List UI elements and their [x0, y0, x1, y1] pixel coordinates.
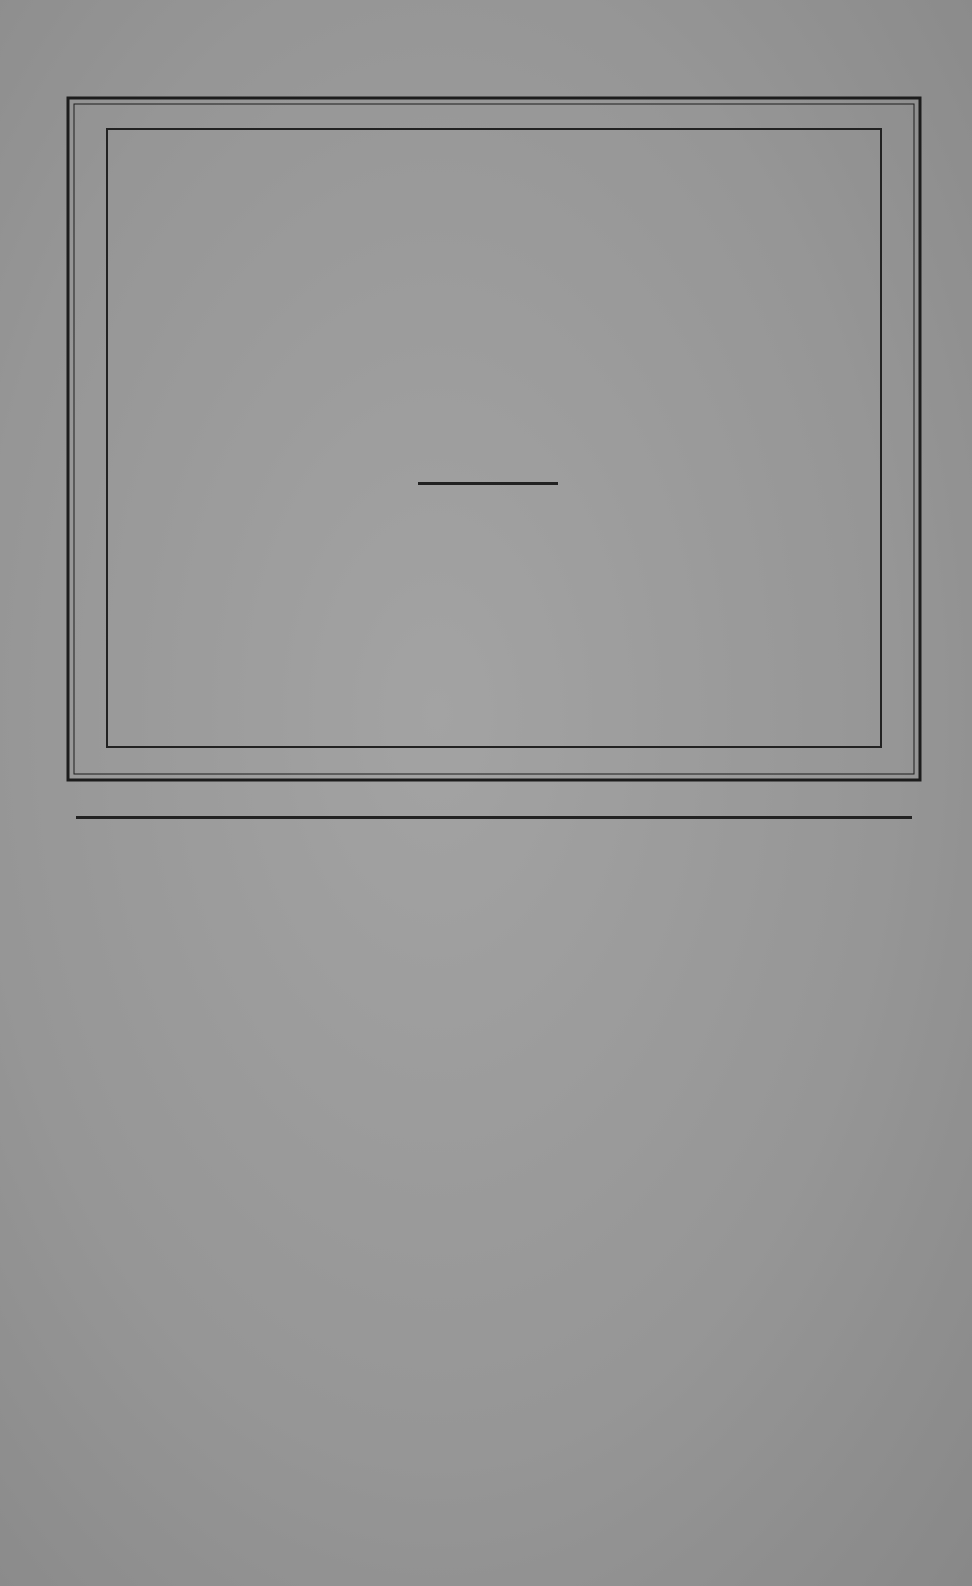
- dot-ornament-row-bottom: [74, 1484, 918, 1544]
- ad-divider-line: [76, 816, 912, 819]
- advertisement-inner-frame: [106, 128, 882, 748]
- separator-rule: [418, 482, 558, 485]
- dot-ornament-row-top: [74, 832, 918, 892]
- address-line: [64, 398, 924, 438]
- advertisement-hoeing-berger: [64, 94, 924, 784]
